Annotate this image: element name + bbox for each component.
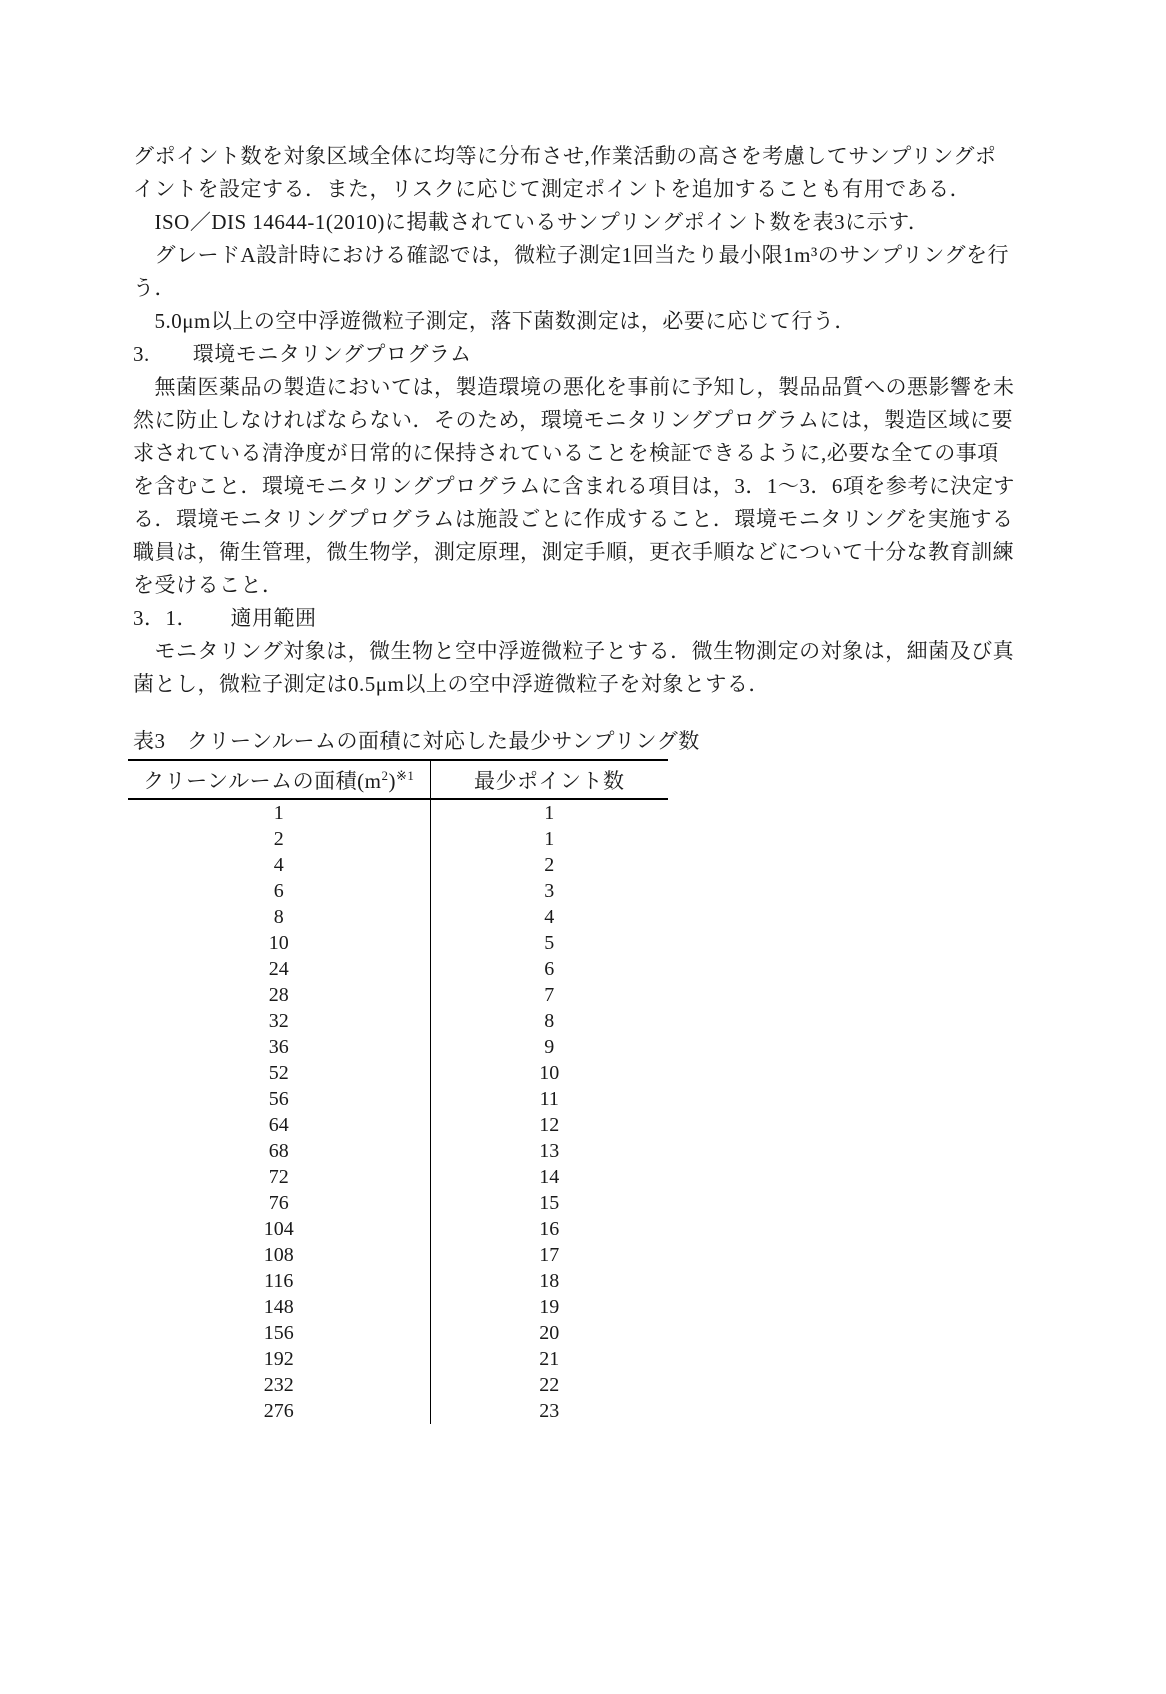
table-row bbox=[128, 1372, 668, 1398]
points-cell: 14 bbox=[430, 1164, 668, 1190]
text-line: る．環境モニタリングプログラムは施設ごとに作成すること．環境モニタリングを実施する bbox=[133, 507, 1014, 531]
col-header-area-paren: ) bbox=[388, 769, 396, 793]
text-line: 然に防止しなければならない．そのため，環境モニタリングプログラムには，製造区域に要 bbox=[133, 408, 1014, 432]
table-row bbox=[128, 1112, 668, 1138]
area-cell: 68 bbox=[268, 1140, 289, 1162]
table-body bbox=[128, 799, 668, 1424]
area-footnote-marker: ※1 bbox=[395, 768, 415, 783]
area-cell: 276 bbox=[263, 1400, 294, 1422]
points-cell: 20 bbox=[430, 1320, 668, 1346]
area-cell: 52 bbox=[268, 1062, 289, 1084]
points-cell: 1 bbox=[430, 799, 668, 826]
points-cell: 17 bbox=[430, 1242, 668, 1268]
table-row bbox=[128, 826, 668, 852]
points-cell: 9 bbox=[430, 1034, 668, 1060]
text-line: う． bbox=[133, 276, 176, 300]
area-cell: 104 bbox=[263, 1218, 294, 1240]
text-line: 3. 環境モニタリングプログラム bbox=[133, 342, 472, 366]
text-line: 5.0μm以上の空中浮遊微粒子測定，落下菌数測定は，必要に応じて行う． bbox=[133, 309, 856, 333]
area-unit-superscript: 2 bbox=[381, 768, 389, 783]
points-cell: 13 bbox=[430, 1138, 668, 1164]
table-row bbox=[128, 1242, 668, 1268]
points-cell: 11 bbox=[430, 1086, 668, 1112]
area-cell: 10 bbox=[268, 932, 289, 954]
area-cell: 28 bbox=[268, 984, 289, 1006]
area-cell: 32 bbox=[268, 1010, 289, 1032]
table-row bbox=[128, 1216, 668, 1242]
area-cell: 36 bbox=[268, 1036, 289, 1058]
area-cell: 108 bbox=[263, 1244, 294, 1266]
points-cell: 15 bbox=[430, 1190, 668, 1216]
table-row bbox=[128, 1008, 668, 1034]
points-cell: 4 bbox=[430, 904, 668, 930]
area-cell: 4 bbox=[273, 854, 284, 876]
col-header-area bbox=[128, 760, 430, 799]
table-row bbox=[128, 1034, 668, 1060]
points-cell: 6 bbox=[430, 956, 668, 982]
table-row bbox=[128, 1086, 668, 1112]
table-row bbox=[128, 982, 668, 1008]
area-cell: 192 bbox=[263, 1348, 294, 1370]
area-cell: 72 bbox=[268, 1166, 289, 1188]
table-header-row bbox=[128, 760, 668, 799]
sampling-table bbox=[128, 759, 668, 1424]
points-cell: 16 bbox=[430, 1216, 668, 1242]
table-row bbox=[128, 1320, 668, 1346]
area-cell: 24 bbox=[268, 958, 289, 980]
area-cell: 232 bbox=[263, 1374, 294, 1396]
points-cell: 22 bbox=[430, 1372, 668, 1398]
table-row bbox=[128, 799, 668, 826]
text-line: 求されている清浄度が日常的に保持されていることを検証できるように,必要な全ての事項 bbox=[133, 441, 999, 465]
area-cell: 56 bbox=[268, 1088, 289, 1110]
table-row bbox=[128, 930, 668, 956]
table-row bbox=[128, 1398, 668, 1424]
area-cell: 8 bbox=[273, 906, 284, 928]
area-cell: 2 bbox=[273, 828, 284, 850]
table-row bbox=[128, 1294, 668, 1320]
text-line: モニタリング対象は，微生物と空中浮遊微粒子とする．微生物測定の対象は，細菌及び真 bbox=[133, 639, 1015, 663]
points-cell: 19 bbox=[430, 1294, 668, 1320]
table-row bbox=[128, 1164, 668, 1190]
text-line: を受けること． bbox=[133, 573, 284, 597]
points-cell: 18 bbox=[430, 1268, 668, 1294]
table-title: 表3 クリーンルームの面積に対応した最少サンプリング数 bbox=[133, 729, 700, 753]
area-cell: 1 bbox=[273, 802, 284, 824]
table-row bbox=[128, 1060, 668, 1086]
table-row bbox=[128, 1138, 668, 1164]
table-row bbox=[128, 956, 668, 982]
text-line: 菌とし，微粒子測定は0.5μm以上の空中浮遊微粒子を対象とする． bbox=[133, 672, 770, 696]
table-row bbox=[128, 852, 668, 878]
table-block bbox=[133, 725, 1053, 1424]
points-cell: 2 bbox=[430, 852, 668, 878]
body-text bbox=[133, 140, 1053, 701]
area-cell: 6 bbox=[273, 880, 284, 902]
points-cell: 23 bbox=[430, 1398, 668, 1424]
text-line: を含むこと．環境モニタリングプログラムに含まれる項目は，3．1〜3．6項を参考に決定す bbox=[133, 474, 1015, 498]
document-page bbox=[133, 140, 1053, 1424]
table-row bbox=[128, 904, 668, 930]
points-cell: 21 bbox=[430, 1346, 668, 1372]
text-line: グレードA設計時における確認では，微粒子測定1回当たり最小限1m³のサンプリングを行 bbox=[133, 243, 1009, 267]
table-row bbox=[128, 1190, 668, 1216]
points-cell: 8 bbox=[430, 1008, 668, 1034]
area-cell: 156 bbox=[263, 1322, 294, 1344]
points-cell: 1 bbox=[430, 826, 668, 852]
table-row bbox=[128, 1346, 668, 1372]
text-line: イントを設定する．また，リスクに応じて測定ポイントを追加することも有用である． bbox=[133, 177, 972, 201]
text-line: 3．1． 適用範囲 bbox=[133, 606, 317, 630]
text-line: グポイント数を対象区域全体に均等に分布させ,作業活動の高さを考慮してサンプリングポ bbox=[133, 144, 997, 168]
table-row bbox=[128, 878, 668, 904]
points-cell: 3 bbox=[430, 878, 668, 904]
points-cell: 5 bbox=[430, 930, 668, 956]
text-line: 職員は，衛生管理，微生物学，測定原理，測定手順，更衣手順などについて十分な教育訓練 bbox=[133, 540, 1015, 564]
table-row bbox=[128, 1268, 668, 1294]
col-header-area-text: クリーンルームの面積(m bbox=[143, 769, 382, 793]
area-cell: 116 bbox=[264, 1270, 294, 1292]
text-line: ISO／DIS 14644-1(2010)に掲載されているサンプリングポイント数を表3に示す． bbox=[133, 210, 930, 234]
area-cell: 148 bbox=[263, 1296, 294, 1318]
points-cell: 7 bbox=[430, 982, 668, 1008]
area-cell: 76 bbox=[268, 1192, 289, 1214]
points-cell: 12 bbox=[430, 1112, 668, 1138]
points-cell: 10 bbox=[430, 1060, 668, 1086]
col-header-points: 最少ポイント数 bbox=[430, 760, 668, 799]
text-line: 無菌医薬品の製造においては，製造環境の悪化を事前に予知し，製品品質への悪影響を未 bbox=[133, 375, 1015, 399]
area-cell: 64 bbox=[268, 1114, 289, 1136]
